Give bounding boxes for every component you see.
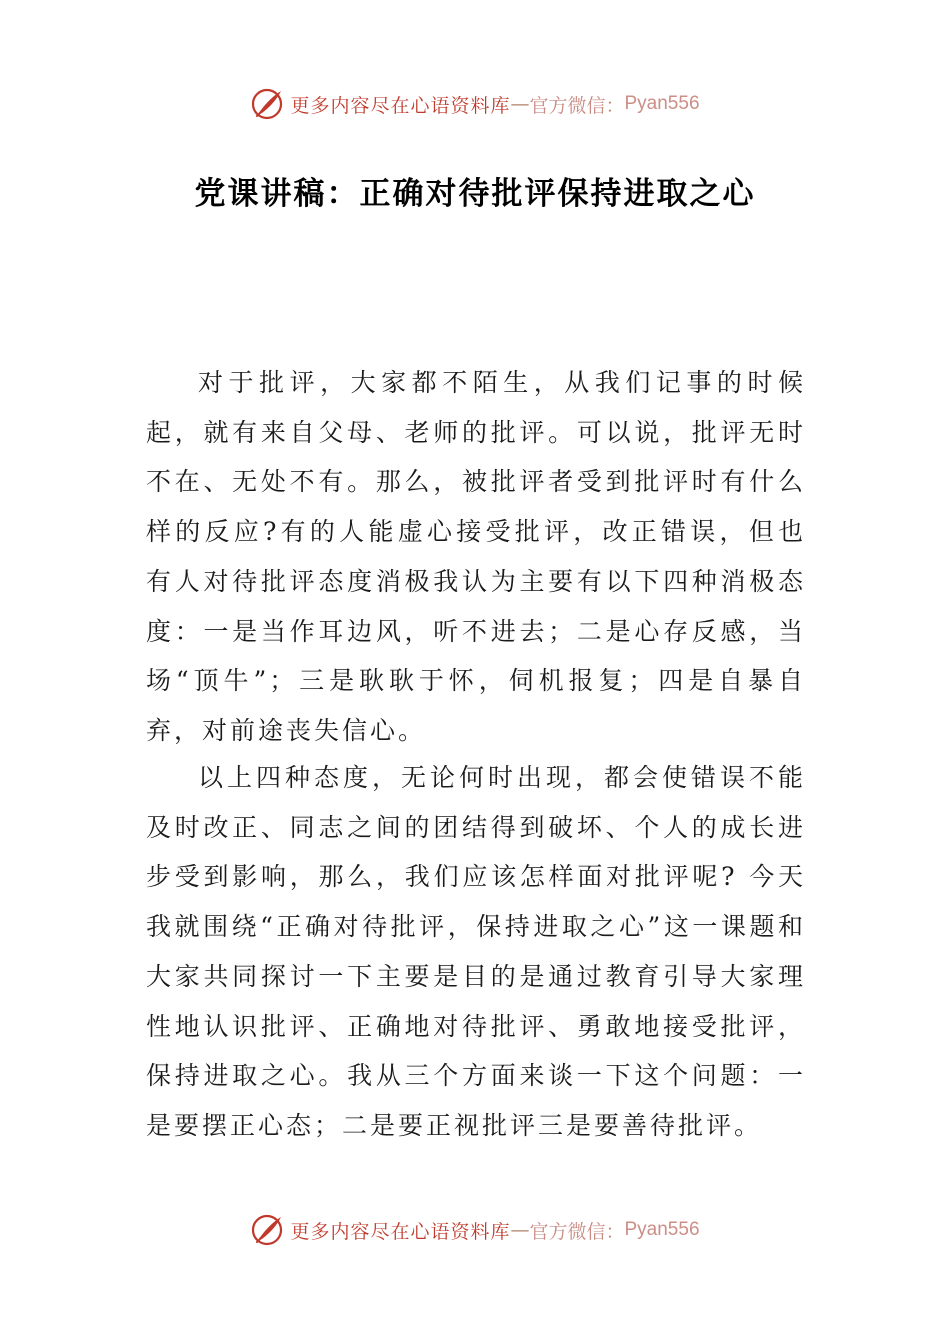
banner-wechat-label: 官方微信： [529, 1220, 625, 1243]
banner-brand-text: 更多内容尽在心语资料库 [290, 94, 511, 117]
body-paragraph-1: 对于批评，大家都不陌生，从我们记事的时候起，就有来自父母、老师的批评。可以说，批评无时不在、无处不有。那么，被批评者受到批评时有什么样的反应?有的人能虚心接受批评，改正错误，但也有人对待批评态度消极我认为主要有以下四种消极态度：一是当作耳边风，听不进去；二是心存反感，当场“顶牛”；三是耿耿于怀，伺机报复；四是自暴自弃，对前途丧失信心。 [146, 368, 806, 745]
banner-wechat-label: 官方微信： [529, 94, 625, 117]
body-paragraph-2: 以上四种态度，无论何时出现，都会使错误不能及时改正、同志之间的团结得到破坏、个人的成长进步受到影响，那么，我们应该怎样面对批评呢? 今天我就围绕“正确对待批评，保持进取之心”这一课题和大家共同探讨一下主要是目的是通过教育引导大家理性地认识批评、正确地对待批评、勇敢地接受批评，保持进取之心。我从三个方面来谈一下这个问题：一是要摆正心态；二是要正视批评三是要善待批评。 [146, 763, 806, 1140]
quill-pen-logo-icon [250, 86, 286, 122]
banner-wechat-id: Pyan556 [624, 1219, 700, 1240]
banner-separator: — [510, 1219, 530, 1241]
banner-brand-text: 更多内容尽在心语资料库 [290, 1220, 511, 1243]
banner-separator: — [510, 93, 530, 115]
header-banner [0, 84, 950, 124]
footer-banner [0, 1210, 950, 1250]
quill-pen-logo-icon [250, 1212, 286, 1248]
banner-wechat-id: Pyan556 [624, 93, 700, 114]
document-title: 党课讲稿：正确对待批评保持进取之心 [194, 176, 756, 212]
